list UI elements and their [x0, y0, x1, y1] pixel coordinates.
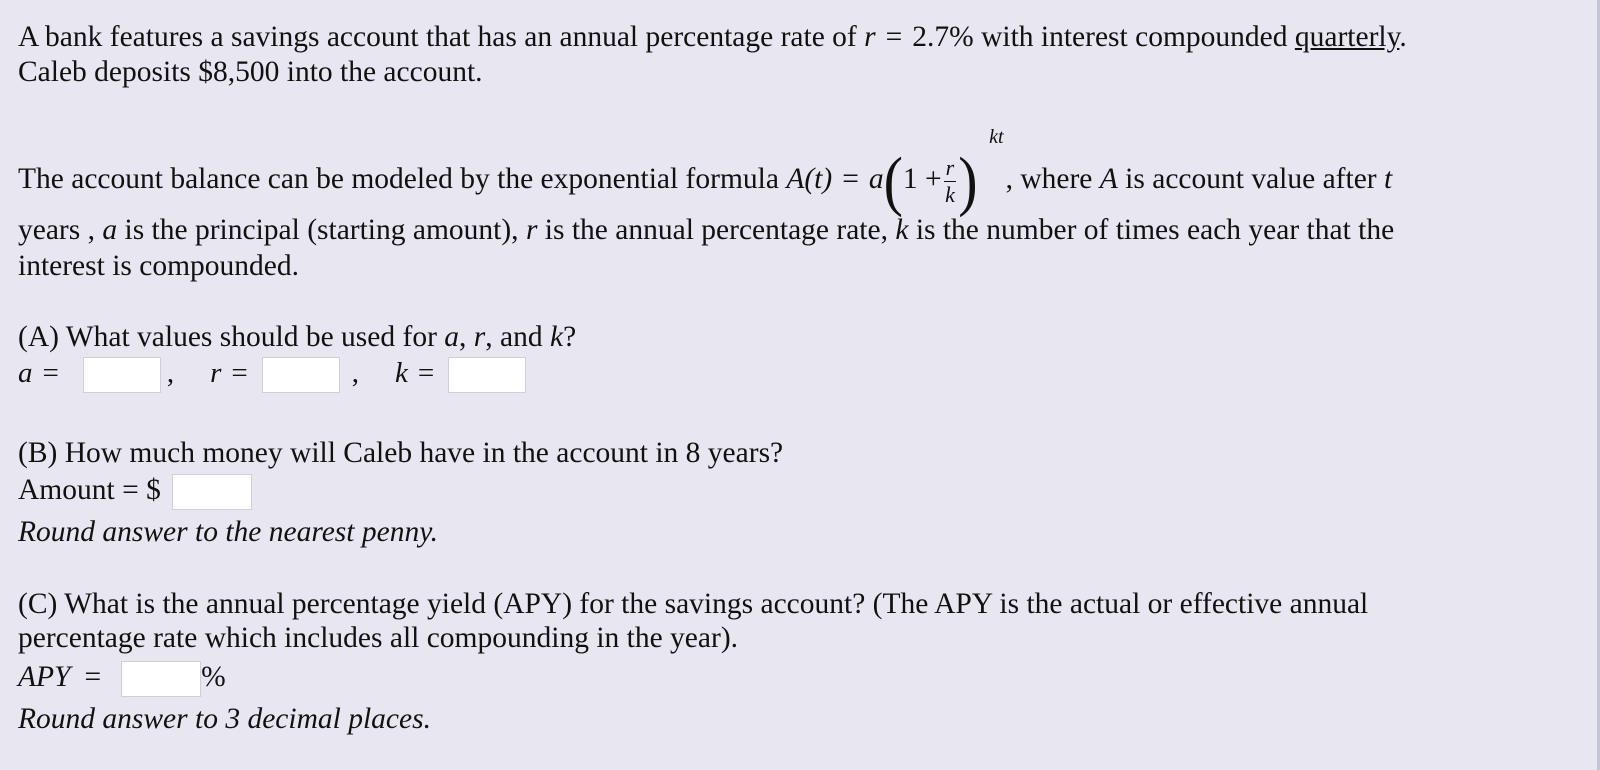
- intro-text: A bank features a savings account that has an annual percentage rate of: [18, 21, 865, 53]
- variable-t: t: [1384, 162, 1393, 195]
- comma: ,: [166, 357, 175, 389]
- formula-equals: =: [842, 162, 859, 195]
- a-input[interactable]: [83, 357, 161, 393]
- a-equals: =: [42, 357, 59, 389]
- fraction-numerator: r: [945, 154, 955, 180]
- model-line-3: interest is compounded.: [18, 250, 300, 282]
- model-text-times: is the number of times each year that the: [908, 214, 1395, 246]
- a-label: a: [18, 357, 33, 389]
- part-a-var-a: a: [444, 321, 460, 353]
- formula-fraction: [944, 154, 957, 207]
- amount-label: Amount = $: [18, 474, 161, 506]
- k-label: k: [395, 357, 408, 389]
- left-paren: (: [883, 143, 903, 218]
- part-a-question: [18, 320, 576, 355]
- variable-a: a: [102, 214, 118, 246]
- apy-equals: =: [84, 661, 102, 693]
- percent-sign: %: [201, 661, 226, 693]
- right-paren: ): [958, 143, 978, 218]
- k-equals: =: [417, 357, 435, 389]
- part-a-answers: [18, 357, 526, 397]
- model-text-years: years ,: [18, 214, 103, 246]
- variable-A: A: [1099, 162, 1118, 195]
- formula-one-plus: 1 +: [902, 162, 942, 195]
- model-text-value: is account value after: [1117, 162, 1384, 195]
- part-c-question-line-1: (C) What is the annual percentage yield (APY) for the savings account? (The APY is the actual or effective annual: [18, 588, 1369, 620]
- part-c-answer-row: [18, 660, 226, 697]
- intro-line-1: [18, 20, 1407, 55]
- part-c-question-line-2: percentage rate which includes all compounding in the year).: [18, 622, 739, 654]
- rate-variable: r: [864, 21, 876, 53]
- r-equals: =: [231, 357, 248, 389]
- question-mark: ?: [563, 321, 577, 353]
- formula-exponent: kt: [989, 126, 1004, 148]
- formula-rhs: [868, 126, 1004, 218]
- k-input[interactable]: [448, 357, 526, 393]
- model-text: The account balance can be modeled by the exponential formula: [18, 162, 787, 195]
- fraction-denominator: k: [945, 181, 955, 207]
- comma: ,: [459, 321, 474, 353]
- part-b-note: Round answer to the nearest penny.: [18, 516, 439, 548]
- r-input[interactable]: [262, 357, 340, 393]
- part-a-text: (A) What values should be used for: [18, 321, 445, 353]
- formula-a: a: [868, 162, 884, 195]
- model-line-2: [18, 213, 1394, 248]
- intro-text-rate: 2.7% with interest compounded: [912, 21, 1295, 53]
- variable-k: k: [895, 214, 909, 246]
- model-text-principal: is the principal (starting amount),: [117, 214, 526, 246]
- intro-line-2: Caleb deposits $8,500 into the account.: [18, 56, 483, 88]
- part-b-answer-row: [18, 473, 252, 510]
- model-text-where: , where: [1005, 162, 1100, 195]
- period: .: [1399, 21, 1407, 53]
- part-a-var-k: k: [549, 321, 564, 353]
- variable-r: r: [525, 214, 538, 246]
- part-b-question: (B) How much money will Caleb have in the account in 8 years?: [18, 437, 784, 469]
- and-text: , and: [485, 321, 550, 353]
- apy-label: APY: [18, 661, 71, 693]
- comma: ,: [351, 357, 360, 389]
- model-text-rate: is the annual percentage rate,: [537, 214, 896, 246]
- amount-input[interactable]: [172, 474, 252, 510]
- quarterly-underlined: quarterly: [1294, 21, 1400, 53]
- part-c-note: Round answer to 3 decimal places.: [18, 703, 431, 735]
- equals-sign: =: [885, 21, 903, 53]
- apy-input[interactable]: [121, 661, 201, 697]
- formula-lhs: A(t): [786, 162, 833, 195]
- r-label: r: [210, 357, 222, 389]
- model-line-1: [18, 126, 1393, 218]
- part-a-var-r: r: [473, 321, 486, 353]
